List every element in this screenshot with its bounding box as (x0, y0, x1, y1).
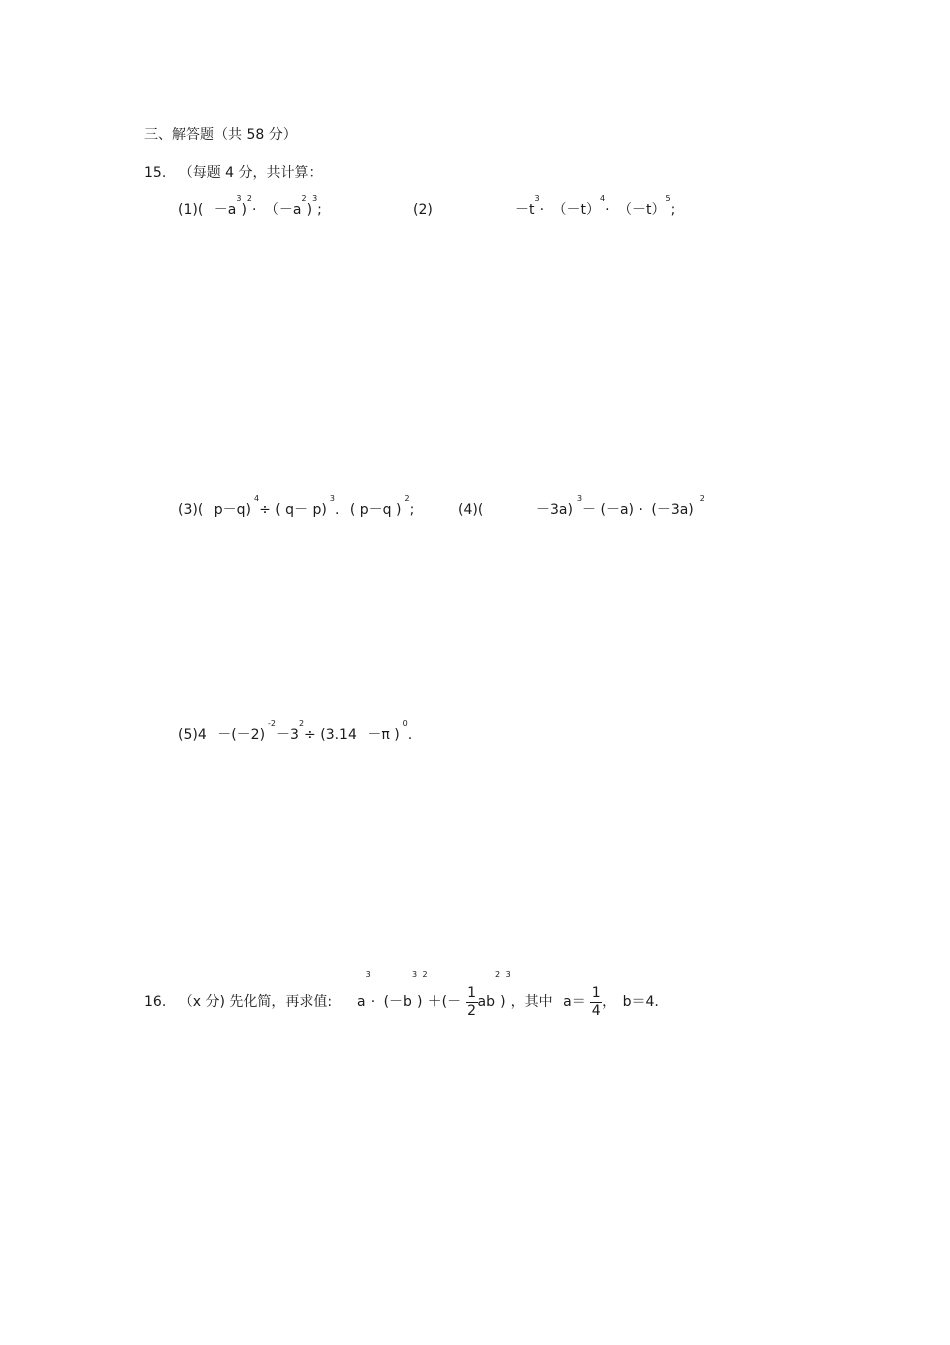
exponent: 3 (312, 194, 318, 203)
expr-term: － (－a) · (582, 502, 643, 518)
expr-term: ) (241, 202, 247, 218)
exponent: 3 (365, 970, 371, 979)
exponent: 2 (699, 494, 705, 503)
expr-term: ; (317, 202, 322, 218)
expr-term: －(－2) (217, 727, 266, 743)
question-15-heading (144, 164, 323, 182)
problem-15-3 (178, 494, 415, 519)
expr-term: b＝4. (622, 994, 659, 1010)
expr-term: · (539, 202, 545, 218)
exponent: 3 (534, 194, 540, 203)
question-number: 15. (144, 165, 167, 181)
expr-term: ab (477, 994, 495, 1010)
expr-term: · (605, 202, 610, 218)
exponent: 2 (301, 194, 307, 203)
exponent: 2 (495, 970, 501, 979)
section-title: 三、解答题（共 58 分） (144, 127, 297, 143)
expr-term: ， (602, 994, 617, 1010)
exponent: 3 (505, 970, 511, 979)
exponent: 2 (422, 970, 428, 979)
expr-term: ( p－q ) (349, 502, 402, 518)
question-intro: （每题 4 分，共计算： (178, 165, 323, 181)
exponent: 3 (411, 970, 418, 979)
fraction-one-quarter (590, 986, 602, 1019)
expr-term: ÷ (3.14 (304, 727, 357, 743)
expr-term: ) (417, 994, 423, 1010)
expr-term: · (370, 994, 376, 1010)
problem-15-4 (536, 494, 705, 519)
expr-term: （－t） (552, 202, 600, 218)
fraction-denominator: 4 (591, 1002, 601, 1019)
exponent: 4 (254, 494, 260, 503)
exponent: 5 (665, 194, 671, 203)
question-intro: （x 分) 先化简，再求值: (178, 994, 333, 1010)
expr-term: ) (306, 202, 313, 218)
problem-15-5 (178, 719, 413, 744)
problem-label: (1)( (178, 202, 204, 218)
fraction-numerator: 1 (591, 984, 601, 1001)
expr-term: －π ) (367, 727, 400, 743)
expr-term: ＋(－ (427, 994, 462, 1010)
problem-15-4-label: (4)( (458, 502, 484, 518)
expr-term: －3 (276, 727, 299, 743)
expr-term: a (357, 994, 366, 1010)
exponent: 3 (329, 494, 335, 503)
problem-label: (5)4 (178, 727, 207, 743)
expr-term: ，其中 (510, 994, 553, 1010)
problem-15-2 (515, 194, 676, 219)
exponent: 2 (246, 194, 252, 203)
expr-term: ) (500, 994, 506, 1010)
fraction-one-half (466, 986, 478, 1019)
fraction-denominator: 2 (467, 1002, 476, 1019)
expr-term: ÷ ( q－ p) (259, 502, 327, 518)
problem-15-1 (178, 194, 322, 219)
expr-term: (－3a) (651, 502, 694, 518)
question-number: 16. (144, 994, 167, 1010)
expr-term: . (334, 502, 340, 518)
expr-term: . (407, 727, 413, 743)
expr-term: ; (409, 502, 415, 518)
expr-term: · (252, 202, 257, 218)
fraction-numerator: 1 (467, 984, 476, 1001)
expr-term: p－q) (213, 502, 251, 518)
exponent: 4 (600, 194, 606, 203)
expr-term: （－t） (618, 202, 666, 218)
expr-term: －3a) (536, 502, 573, 518)
exponent: 3 (236, 194, 242, 203)
expr-term: ; (670, 202, 676, 218)
expr-term: (－b (383, 994, 412, 1010)
problem-label: (3)( (178, 502, 204, 518)
exponent: 0 (402, 719, 408, 728)
expr-term: －a (213, 202, 237, 218)
exponent: 3 (576, 494, 583, 503)
question-16-heading (144, 993, 332, 1011)
exponent: -2 (268, 719, 277, 728)
expr-term: （－a (264, 202, 302, 218)
exponent: 2 (404, 494, 410, 503)
problem-15-2-label: (2) (413, 202, 433, 218)
expr-term: a＝ (563, 994, 586, 1010)
exponent: 2 (298, 719, 305, 728)
expr-term: －t (515, 202, 535, 218)
question-16-expression (357, 970, 659, 1021)
